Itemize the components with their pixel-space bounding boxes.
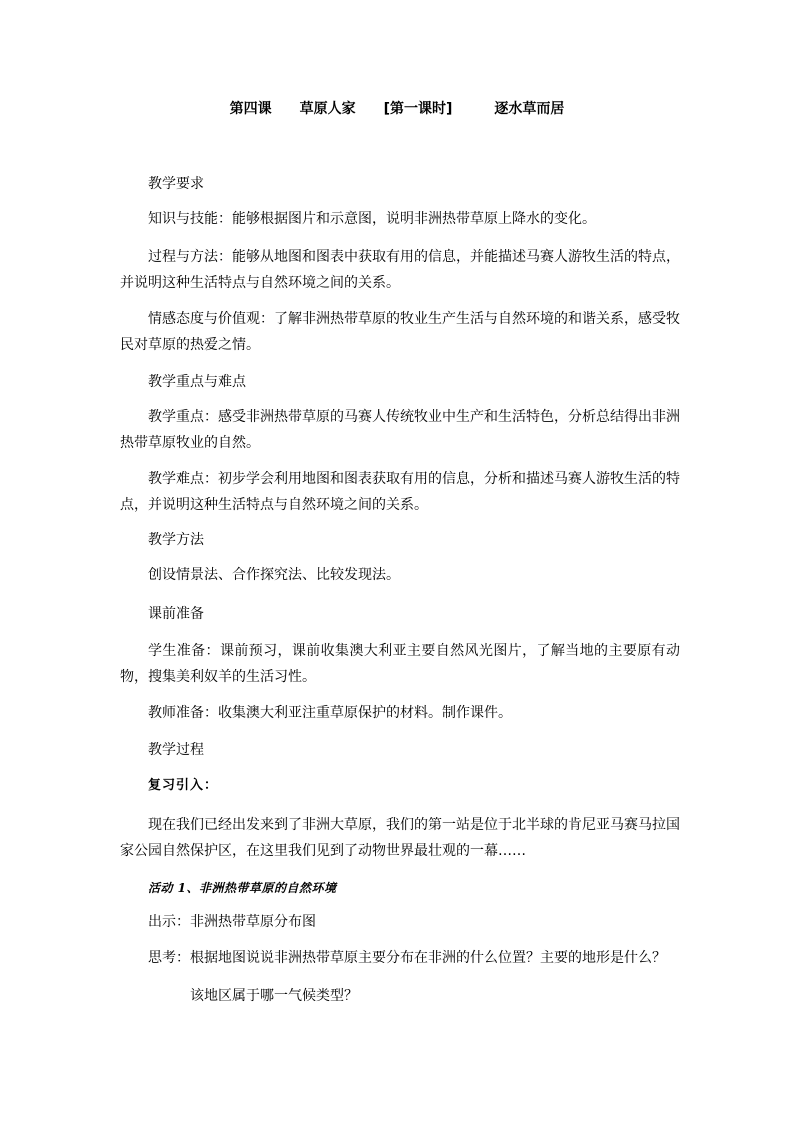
para-show-map: 出示：非洲热带草原分布图 <box>148 914 316 930</box>
lesson-title: 第四课 草原人家 [第一课时] 逐水草而居 <box>229 101 565 117</box>
heading-teaching-requirements: 教学要求 <box>148 176 204 192</box>
para-emotion-values: 情感态度与价值观：了解非洲热带草原的牧业生产生活与自然环境的和谐关系，感受牧民对草原的热爱之情。 <box>120 311 680 353</box>
para-review-intro: 现在我们已经出发来到了非洲大草原，我们的第一站是位于北半球的肯尼亚马赛马拉国家公园自然保护区，在这里我们见到了动物世界最壮观的一幕…… <box>120 817 680 859</box>
para-student-prep: 学生准备：课前预习，课前收集澳大利亚主要自然风光图片，了解当地的主要原有动物，搜集美利奴羊的生活习性。 <box>120 643 680 685</box>
para-think: 思考：根据地图说说非洲热带草原主要分布在非洲的什么位置？主要的地形是什么？ <box>148 950 666 966</box>
para-teaching-focus: 教学重点：感受非洲热带草原的马赛人传统牧业中生产和生活特色，分析总结得出非洲热带草原牧业的自然。 <box>120 409 680 451</box>
para-teacher-prep: 教师准备：收集澳大利亚注重草原保护的材料。制作课件。 <box>148 705 512 721</box>
heading-teaching-methods: 教学方法 <box>148 532 204 548</box>
para-process-methods: 过程与方法：能够从地图和图表中获取有用的信息，并能描述马赛人游牧生活的特点，并说明这种生活特点与自然环境之间的关系。 <box>120 249 680 291</box>
para-teaching-difficulty: 教学难点：初步学会利用地图和图表获取有用的信息，分析和描述马赛人游牧生活的特点，并说明这种生活特点与自然环境之间的关系。 <box>120 471 680 513</box>
heading-teaching-process: 教学过程 <box>148 742 204 758</box>
para-think-climate: 该地区属于哪一气候类型？ <box>190 988 358 1004</box>
heading-activity-1: 活动 1、非洲热带草原的自然环境 <box>148 881 337 895</box>
heading-review-intro: 复习引入： <box>148 778 219 793</box>
para-knowledge-skills: 知识与技能：能够根据图片和示意图，说明非洲热带草原上降水的变化。 <box>148 211 596 227</box>
heading-key-points: 教学重点与难点 <box>148 374 246 390</box>
para-methods: 创设情景法、合作探究法、比较发现法。 <box>148 567 400 583</box>
heading-preparation: 课前准备 <box>148 606 204 622</box>
